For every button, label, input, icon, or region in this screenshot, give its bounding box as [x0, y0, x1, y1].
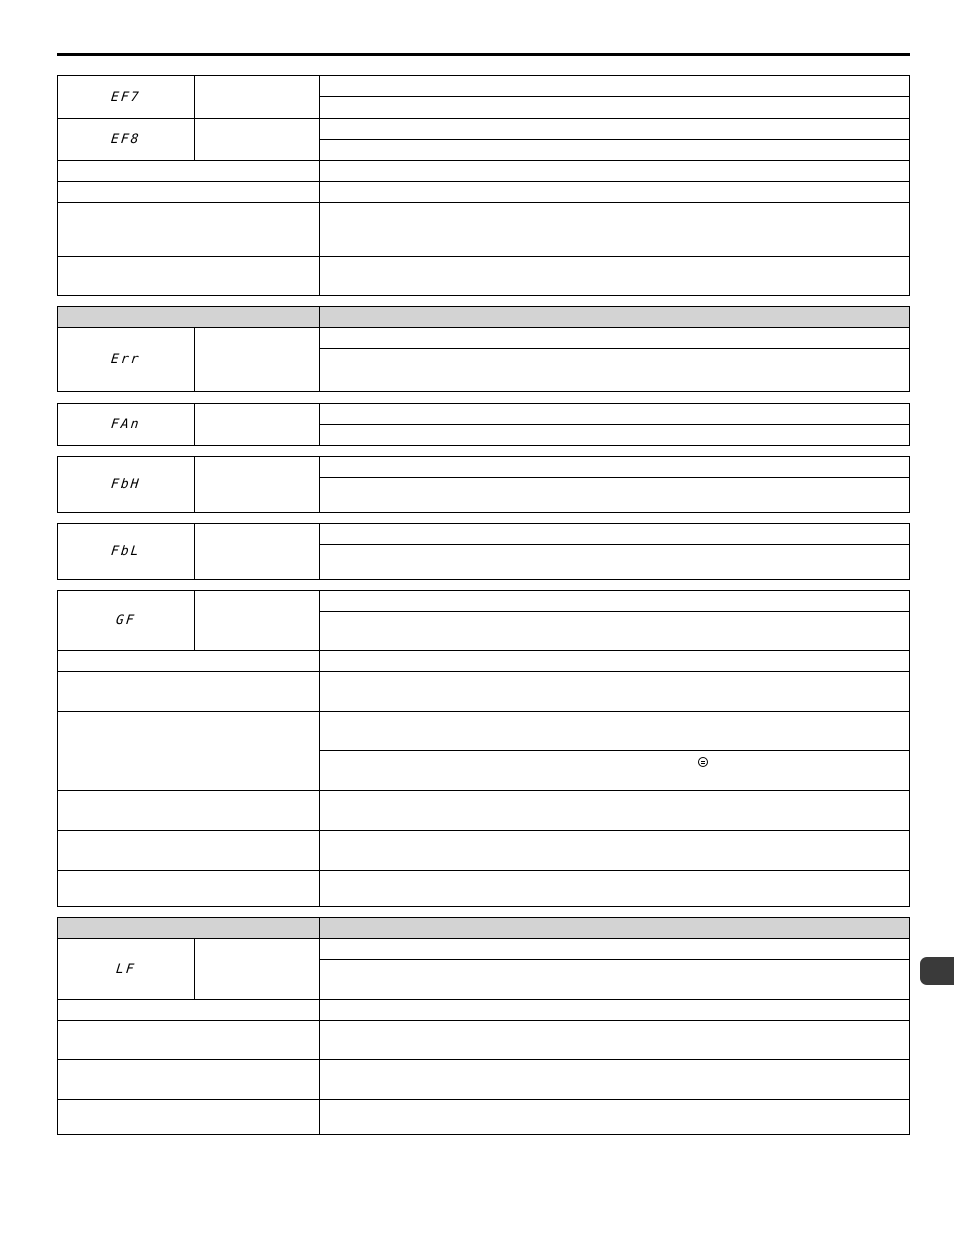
table-row [58, 591, 909, 651]
table-row [58, 257, 909, 295]
table-header-row [58, 918, 909, 939]
alarm-code-gf: GF [115, 613, 137, 628]
alarm-code-ef7: EF7 [110, 89, 142, 105]
alarm-name-cell [195, 457, 320, 512]
table-row [58, 328, 909, 391]
table-block-fbl [57, 523, 910, 580]
table-block-gf [57, 590, 910, 907]
alarm-code-ef8: EF8 [110, 132, 142, 147]
table-row [58, 457, 909, 512]
table-row [58, 939, 909, 1000]
table-block-lf [57, 917, 910, 1135]
table-header-row [58, 307, 909, 328]
chapter-tab [920, 957, 954, 985]
alarm-name-cell [195, 76, 320, 118]
alarm-name-cell [195, 404, 320, 445]
ground-symbol-icon [698, 757, 708, 767]
table-row [58, 672, 909, 712]
alarm-code-fbl: FbL [110, 544, 142, 559]
table-row [58, 871, 909, 906]
alarm-name-cell [195, 119, 320, 160]
table-row [58, 182, 909, 203]
table-row [58, 1060, 909, 1100]
table-row [58, 119, 909, 161]
table-row [58, 524, 909, 579]
table-row [58, 404, 909, 445]
alarm-code-err: Err [110, 352, 142, 367]
table-block-ef [57, 75, 910, 296]
alarm-code-fbh: FbH [110, 477, 142, 492]
table-row [58, 791, 909, 831]
alarm-name-cell [195, 591, 320, 650]
table-row [58, 161, 909, 182]
table-row [58, 831, 909, 871]
table-block-fan [57, 403, 910, 446]
alarm-code-lf: LF [115, 961, 137, 977]
table-block-err [57, 306, 910, 392]
table-row [58, 76, 909, 119]
table-row [58, 1021, 909, 1060]
table-block-fbh [57, 456, 910, 513]
alarm-name-cell [195, 524, 320, 579]
alarm-name-cell [195, 939, 320, 999]
alarm-code-fan: FAn [110, 417, 142, 432]
alarm-name-cell [195, 328, 320, 391]
table-row [58, 651, 909, 672]
top-rule [57, 53, 910, 56]
table-row [58, 1000, 909, 1021]
table-row [58, 203, 909, 257]
table-row [58, 712, 909, 791]
table-row [58, 1100, 909, 1134]
